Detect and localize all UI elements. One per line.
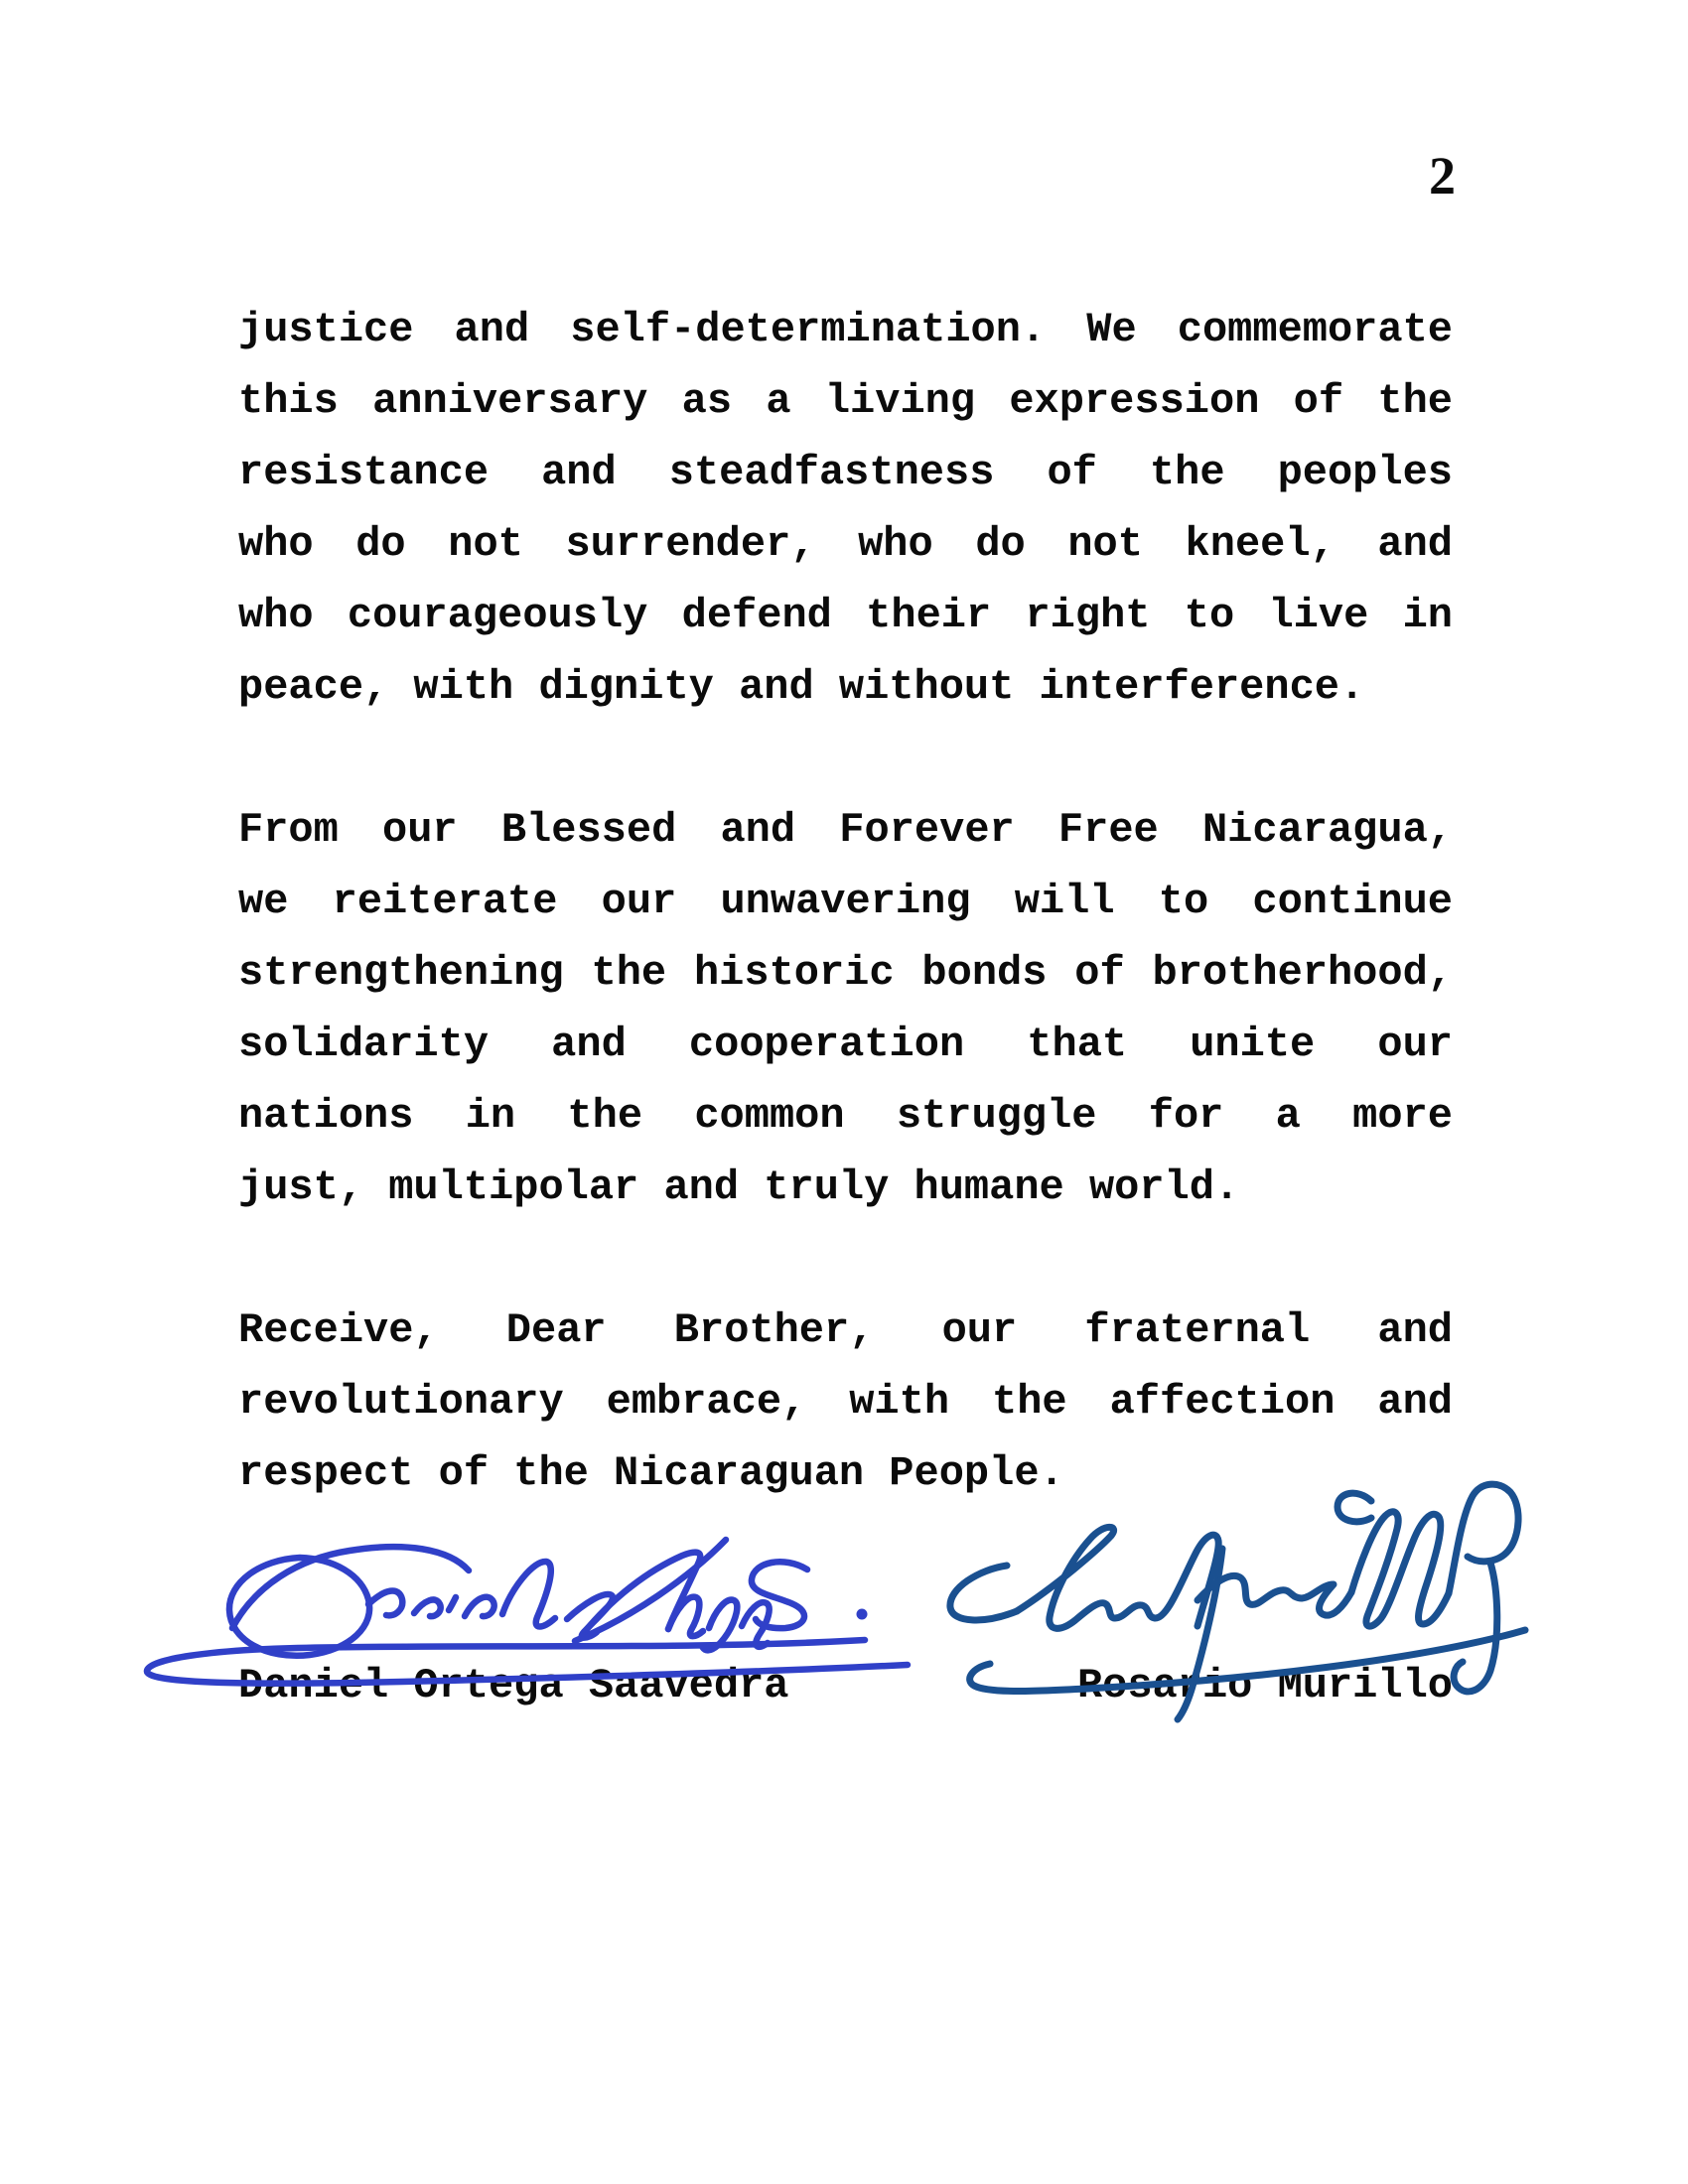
text-line: this anniversary as a living expression of the	[238, 377, 1453, 425]
text-line: respect of the Nicaraguan People.	[238, 1449, 1064, 1497]
text-line: Receive, Dear Brother, our fraternal and	[238, 1306, 1453, 1354]
text-line: From our Blessed and Forever Free Nicaragua,	[238, 806, 1453, 854]
signatory-name-right: Rosario Murillo	[1076, 1662, 1453, 1709]
text-line: revolutionary embrace, with the affection and	[238, 1378, 1453, 1426]
text-line: solidarity and cooperation that unite our	[238, 1021, 1453, 1068]
paragraph-2	[238, 794, 1453, 1223]
signatory-name-left: Daniel Ortega Saavedra	[238, 1662, 789, 1709]
letter-body	[238, 294, 1453, 1509]
text-line: who courageously defend their right to live in	[238, 592, 1453, 639]
text-line: nations in the common struggle for a more	[238, 1092, 1453, 1140]
text-line: strengthening the historic bonds of brotherhood,	[238, 949, 1453, 997]
signature-period-dot	[857, 1609, 868, 1620]
text-line: justice and self-determination. We commemorate	[238, 306, 1453, 353]
page-number: 2	[1429, 146, 1456, 205]
signatory-names	[238, 1650, 1453, 1721]
text-line: we reiterate our unwavering will to continue	[238, 878, 1453, 925]
paragraph-1	[238, 294, 1453, 723]
paragraph-3	[238, 1295, 1453, 1509]
text-line: peace, with dignity and without interference.	[238, 663, 1365, 711]
text-line: resistance and steadfastness of the peoples	[238, 449, 1453, 496]
text-line: who do not surrender, who do not kneel, and	[238, 520, 1453, 568]
text-line: just, multipolar and truly humane world.	[238, 1163, 1240, 1211]
